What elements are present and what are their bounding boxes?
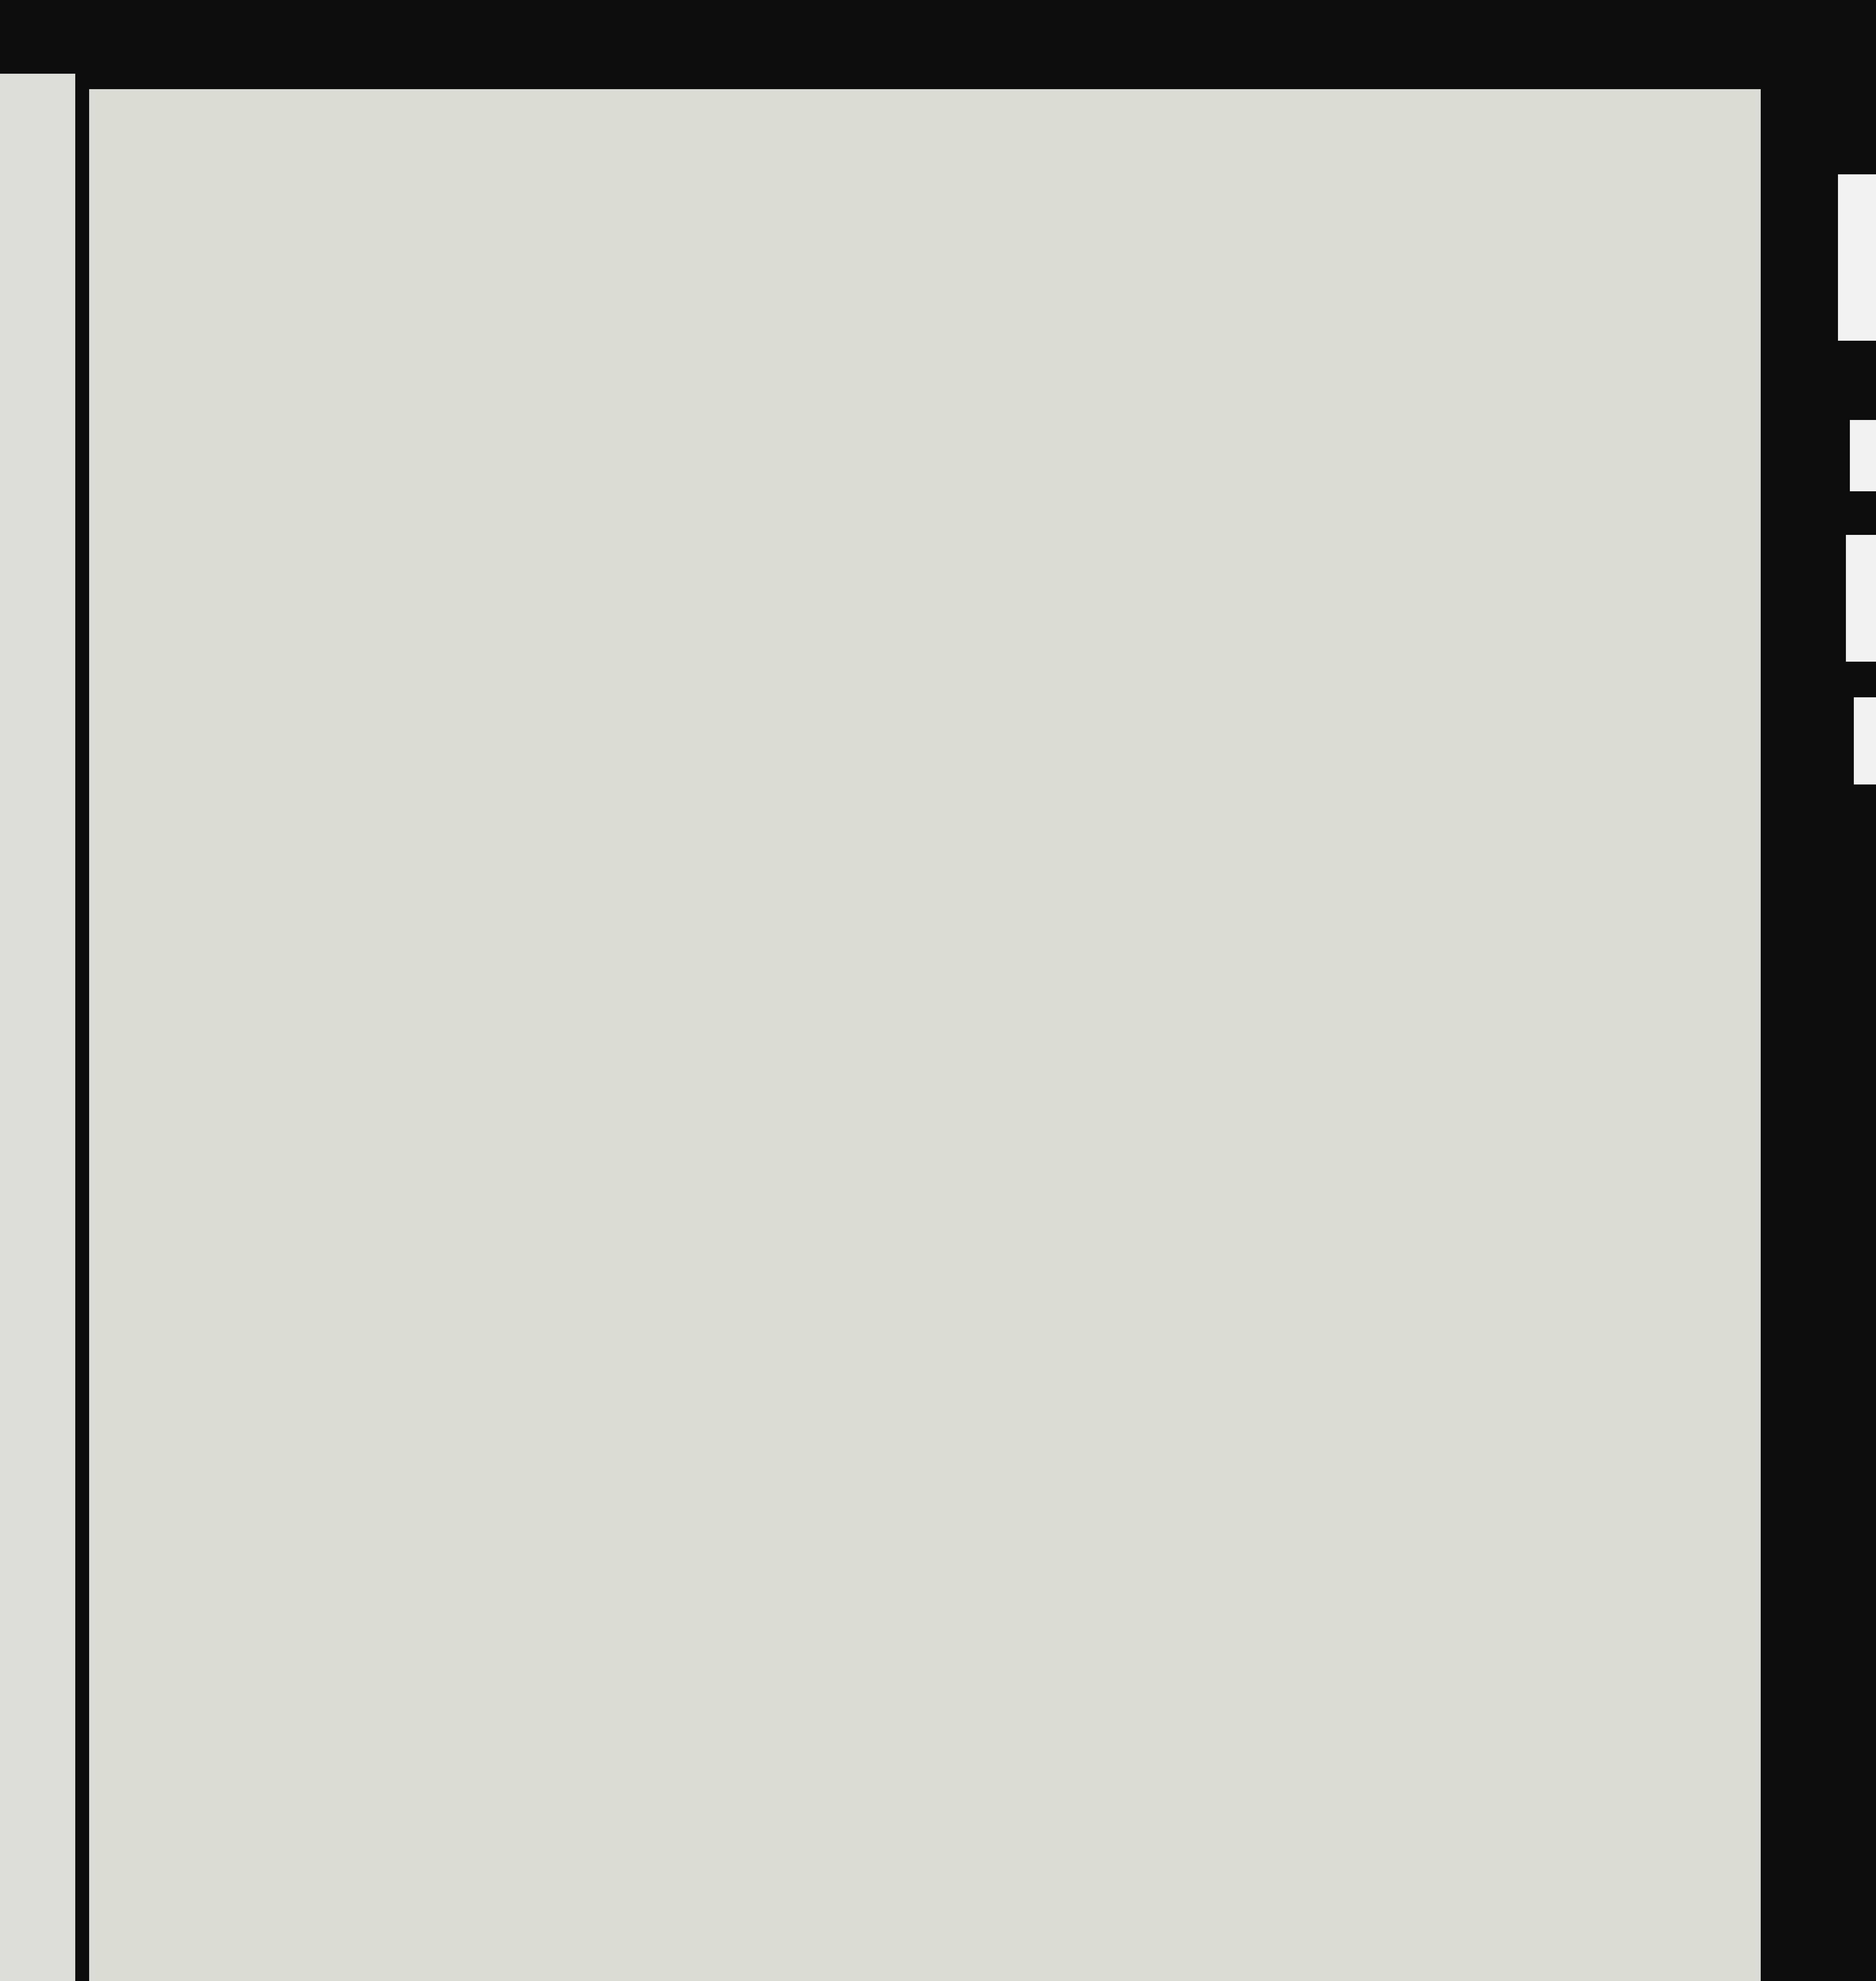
left-text-column <box>145 303 842 1981</box>
left-facing-page-fragment <box>0 74 75 1981</box>
page-header <box>89 216 1761 260</box>
book-page <box>89 89 1761 1981</box>
right-text-column <box>887 303 1584 1981</box>
next-page-edge-fragment <box>1822 119 1876 1981</box>
